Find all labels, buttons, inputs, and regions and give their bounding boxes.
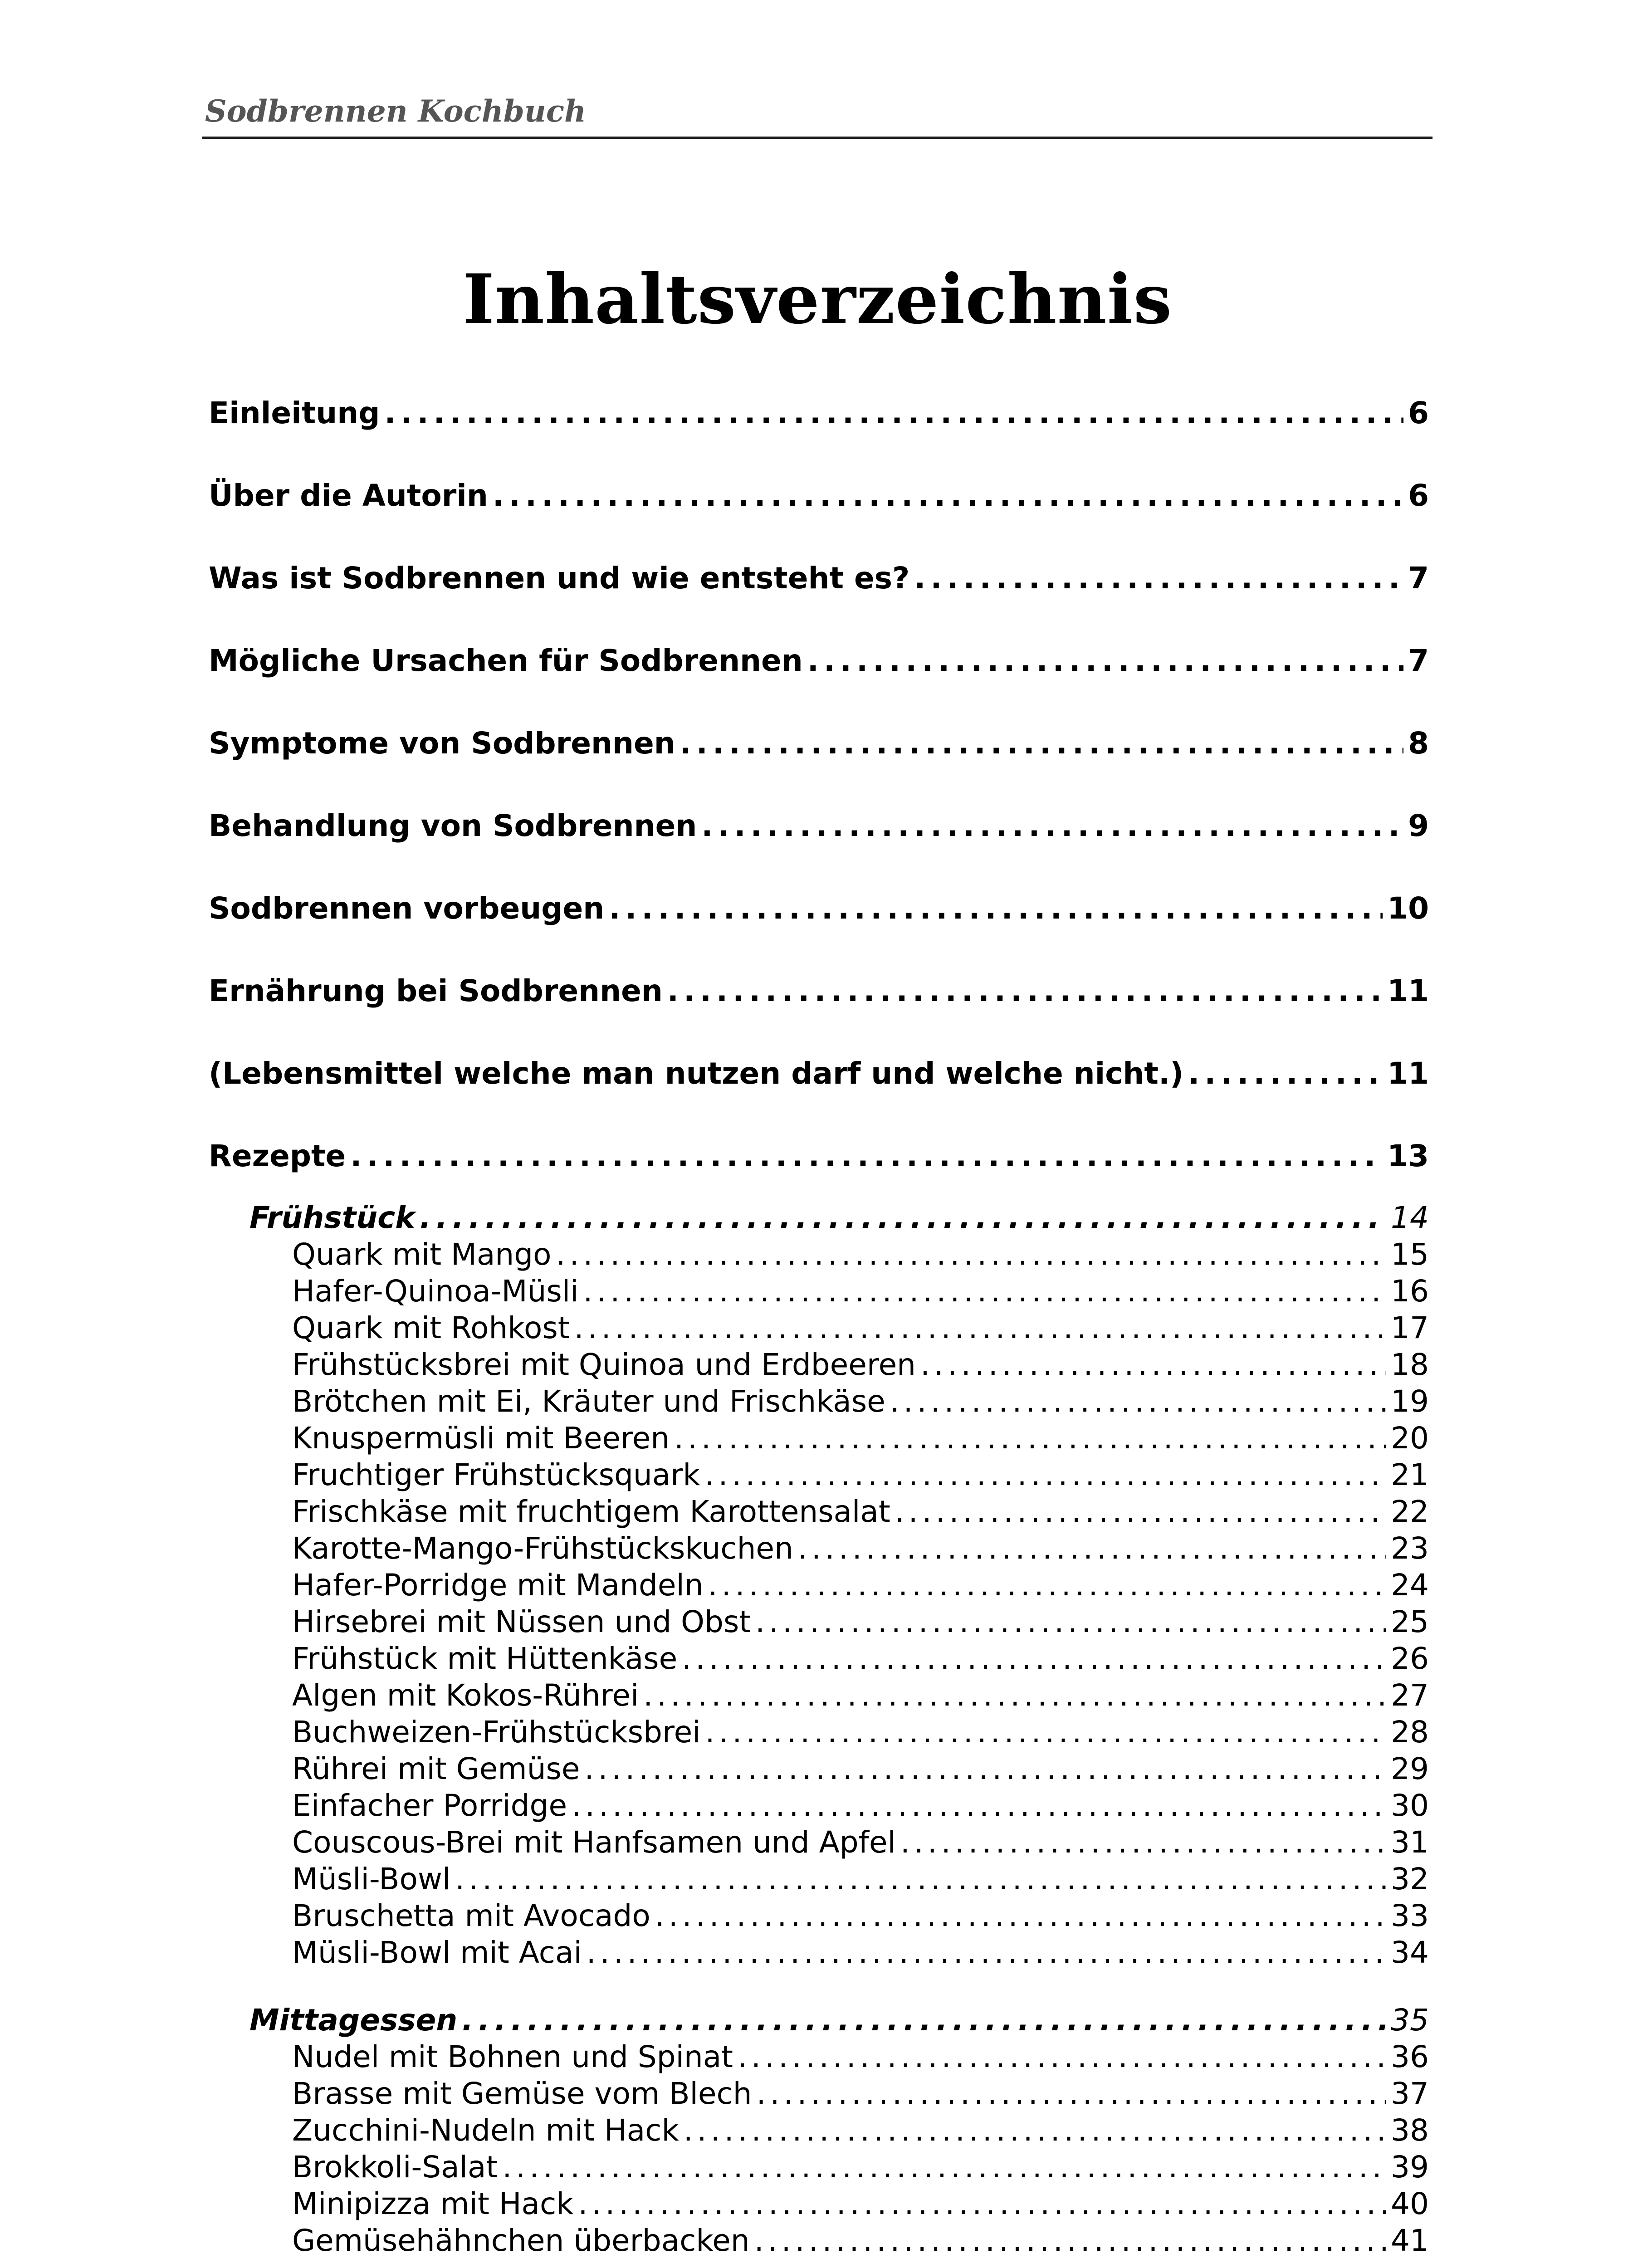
toc-entry-label: Fruchtiger Frühstücksquark (292, 1457, 700, 1492)
toc-dot-leader (572, 1788, 1386, 1823)
toc-page-number: 36 (1391, 2039, 1429, 2074)
toc-page-number: 23 (1391, 1531, 1429, 1566)
toc-page-number: 9 (1408, 808, 1429, 843)
toc-recipe[interactable] (292, 1531, 1429, 1566)
toc-entry-label: Mittagessen (249, 2003, 458, 2038)
toc-entry-label: Hafer-Porridge mit Mandeln (292, 1568, 704, 1603)
toc-dot-leader (798, 1531, 1386, 1566)
toc-dot-leader (583, 1274, 1386, 1309)
toc-entry-label: Rührei mit Gemüse (292, 1751, 580, 1786)
toc-entry-label: Müsli-Bowl mit Acai (292, 1935, 582, 1970)
toc-page-number: 15 (1391, 1237, 1429, 1272)
toc-recipe[interactable] (292, 2039, 1429, 2074)
toc-page-number: 10 (1387, 891, 1429, 926)
toc-entry-label: Sodbrennen vorbeugen (209, 891, 605, 926)
toc-section-mittagessen[interactable] (249, 2003, 1429, 2038)
toc-dot-leader (895, 1494, 1386, 1529)
toc-recipe[interactable] (292, 1274, 1429, 1309)
toc-entry-label: Mögliche Ursachen für Sodbrennen (209, 643, 803, 678)
toc-page-number: 18 (1391, 1347, 1429, 1382)
toc-dot-leader (585, 1751, 1387, 1786)
toc-dot-leader (587, 1935, 1386, 1970)
toc-section-fruehstueck[interactable] (249, 1200, 1429, 1235)
toc-page-number: 19 (1391, 1384, 1429, 1419)
toc-dot-leader (609, 891, 1383, 926)
toc-page-number: 32 (1391, 1862, 1429, 1897)
toc-entry-label: Quark mit Rohkost (292, 1310, 570, 1345)
toc-entry-label: Einfacher Porridge (292, 1788, 567, 1823)
toc-page-number: 35 (1391, 2003, 1429, 2038)
toc-page-number: 29 (1391, 1751, 1429, 1786)
toc-dot-leader (493, 478, 1403, 513)
toc-dot-leader (384, 396, 1403, 430)
toc-dot-leader (754, 2223, 1386, 2258)
toc-entry-label: Symptome von Sodbrennen (209, 726, 675, 761)
toc-page-number: 38 (1391, 2113, 1429, 2148)
toc-dot-leader (462, 2003, 1386, 2038)
toc-page-number: 22 (1391, 1494, 1429, 1529)
toc-dot-leader (757, 2076, 1386, 2111)
toc-dot-leader (455, 1862, 1386, 1897)
toc-recipe[interactable] (292, 2150, 1429, 2185)
toc-recipe[interactable] (292, 2223, 1429, 2258)
toc-page-number: 11 (1387, 1056, 1429, 1091)
toc-entry-label: Algen mit Kokos-Rührei (292, 1678, 639, 1713)
toc-entry-label: Brasse mit Gemüse vom Blech (292, 2076, 752, 2111)
toc-recipe[interactable] (292, 1935, 1429, 1970)
toc-entry-label: Minipizza mit Hack (292, 2186, 574, 2221)
toc-recipe[interactable] (292, 2113, 1429, 2148)
toc-entry-label: Rezepte (209, 1139, 346, 1173)
toc-recipe[interactable] (292, 2076, 1429, 2111)
toc-entry-label: Buchweizen-Frühstücksbrei (292, 1715, 701, 1750)
toc-entry-label: Frühstück mit Hüttenkäse (292, 1641, 678, 1676)
toc-dot-leader (682, 1641, 1386, 1676)
toc-chapter-ernaehrung[interactable] (209, 973, 1429, 1008)
toc-dot-leader (556, 1237, 1386, 1272)
toc-recipe[interactable] (292, 1568, 1429, 1603)
toc-page-number: 14 (1391, 1200, 1429, 1235)
toc-entry-label: Brötchen mit Ei, Kräuter und Frischkäse (292, 1384, 885, 1419)
toc-recipe[interactable] (292, 1862, 1429, 1897)
toc-page-number: 30 (1391, 1788, 1429, 1823)
toc-entry-label: Frühstücksbrei mit Quinoa und Erdbeeren (292, 1347, 916, 1382)
toc-page-number: 25 (1391, 1604, 1429, 1639)
toc-dot-leader (738, 2039, 1386, 2074)
toc-dot-leader (807, 643, 1403, 678)
toc-chapter-symptome[interactable] (209, 726, 1429, 761)
toc-dot-leader (1188, 1056, 1383, 1091)
toc-page-number: 7 (1408, 643, 1429, 678)
running-title: Sodbrennen Kochbuch (205, 93, 587, 129)
toc-page-number: 37 (1391, 2076, 1429, 2111)
toc-entry-label: Behandlung von Sodbrennen (209, 808, 697, 843)
toc-recipe[interactable] (292, 1384, 1429, 1419)
toc-entry-label: Frühstück (249, 1200, 416, 1235)
toc-entry-label: Couscous-Brei mit Hanfsamen und Apfel (292, 1825, 896, 1860)
toc-recipe[interactable] (292, 1898, 1429, 1933)
toc-recipe[interactable] (292, 1751, 1429, 1786)
toc-entry-label: (Lebensmittel welche man nutzen darf und welche nicht.) (209, 1056, 1184, 1091)
toc-chapter-vorbeugen[interactable] (209, 891, 1429, 926)
toc-recipe[interactable] (292, 1641, 1429, 1676)
toc-chapter-behandlung[interactable] (209, 808, 1429, 843)
toc-chapter-was-ist-sodbrennen[interactable] (209, 561, 1429, 596)
toc-dot-leader (667, 973, 1383, 1008)
toc-entry-label: Karotte-Mango-Frühstückskuchen (292, 1531, 793, 1566)
toc-entry-label: Ernährung bei Sodbrennen (209, 973, 663, 1008)
toc-dot-leader (655, 1898, 1386, 1933)
toc-page-number: 40 (1391, 2186, 1429, 2221)
toc-recipe[interactable] (292, 1421, 1429, 1456)
toc-recipe[interactable] (292, 1310, 1429, 1345)
toc-page-number: 41 (1391, 2223, 1429, 2258)
toc-recipe[interactable] (292, 1347, 1429, 1382)
toc-recipe[interactable] (292, 2186, 1429, 2221)
toc-entry-label: Quark mit Mango (292, 1237, 552, 1272)
toc-dot-leader (684, 2113, 1386, 2148)
toc-recipe[interactable] (292, 1494, 1429, 1529)
toc-chapter-rezepte[interactable] (209, 1139, 1429, 1173)
toc-entry-label: Bruschetta mit Avocado (292, 1898, 650, 1933)
toc-page-number: 11 (1387, 973, 1429, 1008)
toc-page-number: 16 (1391, 1274, 1429, 1309)
toc-entry-label: Hafer-Quinoa-Müsli (292, 1274, 579, 1309)
running-header (202, 89, 1433, 139)
toc-page-number: 6 (1408, 396, 1429, 430)
toc-entry-label: Knuspermüsli mit Beeren (292, 1421, 670, 1456)
toc-page-number: 21 (1391, 1457, 1429, 1492)
toc-page-number: 7 (1408, 561, 1429, 596)
toc-chapter-ursachen[interactable] (209, 643, 1429, 678)
toc-dot-leader (890, 1384, 1386, 1419)
toc-dot-leader (708, 1568, 1386, 1603)
toc-page-number: 17 (1391, 1310, 1429, 1345)
toc-page-number: 31 (1391, 1825, 1429, 1860)
toc-dot-leader (701, 808, 1403, 843)
toc-dot-leader (574, 1310, 1386, 1345)
toc-entry-label: Einleitung (209, 396, 380, 430)
toc-dot-leader (420, 1200, 1386, 1235)
toc-entry-label: Gemüsehähnchen überbacken (292, 2223, 750, 2258)
toc-dot-leader (674, 1421, 1386, 1456)
toc-page-number: 34 (1391, 1935, 1429, 1970)
toc-recipe[interactable] (292, 1604, 1429, 1639)
toc-entry-label: Nudel mit Bohnen und Spinat (292, 2039, 733, 2074)
toc-page-number: 27 (1391, 1678, 1429, 1713)
toc-dot-leader (705, 1457, 1386, 1492)
toc-page-number: 39 (1391, 2150, 1429, 2185)
toc-page-number: 13 (1387, 1139, 1429, 1173)
toc-entry-label: Über die Autorin (209, 478, 488, 513)
toc-recipe[interactable] (292, 1825, 1429, 1860)
toc-entry-label: Frischkäse mit fruchtigem Karottensalat (292, 1494, 890, 1529)
toc-page-number: 33 (1391, 1898, 1429, 1933)
toc-page-number: 24 (1391, 1568, 1429, 1603)
toc-page-number: 8 (1408, 726, 1429, 761)
toc-entry-label: Was ist Sodbrennen und wie entsteht es? (209, 561, 910, 596)
toc-dot-leader (920, 1347, 1386, 1382)
toc-dot-leader (578, 2186, 1386, 2221)
toc-dot-leader (900, 1825, 1386, 1860)
toc-dot-leader (914, 561, 1403, 596)
toc-recipe[interactable] (292, 1715, 1429, 1750)
toc-dot-leader (643, 1678, 1386, 1713)
toc-entry-label: Brokkoli-Salat (292, 2150, 498, 2185)
toc-chapter-einleitung[interactable] (209, 396, 1429, 430)
toc-page-number: 6 (1408, 478, 1429, 513)
toc-chapter-ueber-die-autorin[interactable] (209, 478, 1429, 513)
toc-dot-leader (502, 2150, 1386, 2185)
toc-recipe[interactable] (292, 1788, 1429, 1823)
toc-dot-leader (350, 1139, 1383, 1173)
toc-recipe[interactable] (292, 1678, 1429, 1713)
toc-recipe[interactable] (292, 1237, 1429, 1272)
toc-chapter-lebensmittel[interactable] (209, 1056, 1429, 1091)
toc-page-number: 20 (1391, 1421, 1429, 1456)
toc-dot-leader (755, 1604, 1386, 1639)
toc-page-number: 28 (1391, 1715, 1429, 1750)
toc-dot-leader (680, 726, 1403, 761)
toc-entry-label: Müsli-Bowl (292, 1862, 451, 1897)
toc-entry-label: Zucchini-Nudeln mit Hack (292, 2113, 679, 2148)
toc-entry-label: Hirsebrei mit Nüssen und Obst (292, 1604, 751, 1639)
toc-page-number: 26 (1391, 1641, 1429, 1676)
toc-dot-leader (705, 1715, 1387, 1750)
toc-recipe[interactable] (292, 1457, 1429, 1492)
page-title: Inhaltsverzeichnis (462, 259, 1173, 339)
